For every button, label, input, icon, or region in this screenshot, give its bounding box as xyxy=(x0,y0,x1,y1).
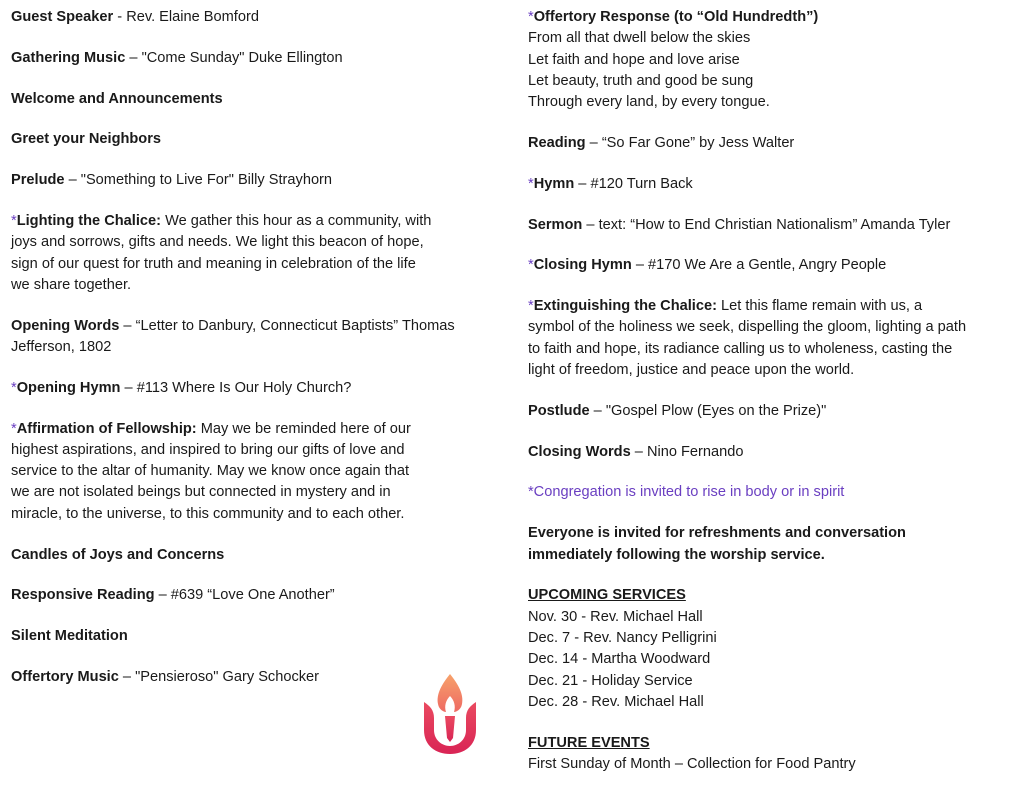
extinguishing-the-chalice: *Extinguishing the Chalice: Let this flame remain with us, a symbol of the holiness we seek, dispelling the gloom, lighting a path to faith and hope, its radiance calling us to wholeness, casting the light of freedom, justice and peace upon the world. xyxy=(528,298,967,379)
closing-hymn: *Closing Hymn – #170 We Are a Gentle, Angry People xyxy=(528,257,887,274)
reading: Reading – “So Far Gone” by Jess Walter xyxy=(528,134,795,151)
right-column xyxy=(528,7,1008,775)
event-item: First Sunday of Month – Collection for Food Pantry xyxy=(528,755,856,772)
silent-meditation: Silent Meditation xyxy=(11,628,128,645)
upcoming-services-heading: UPCOMING SERVICES xyxy=(528,587,686,604)
refreshments-note: Everyone is invited for refreshments and conversation immediately following the worship service. xyxy=(528,525,906,563)
left-column xyxy=(11,7,491,708)
greet-neighbors: Greet your Neighbors xyxy=(11,131,162,148)
congregation-note: *Congregation is invited to rise in body or in spirit xyxy=(528,484,845,501)
service-item: Nov. 30 - Rev. Michael Hall xyxy=(528,608,703,625)
service-item: Dec. 7 - Rev. Nancy Pelligrini xyxy=(528,629,717,646)
prelude: Prelude – "Something to Live For" Billy Strayhorn xyxy=(11,172,333,189)
upcoming-services xyxy=(528,585,1008,713)
future-events xyxy=(528,733,1008,776)
service-item: Dec. 14 - Martha Woodward xyxy=(528,651,711,668)
lighting-the-chalice: *Lighting the Chalice: We gather this hour as a community, with joys and sorrows, gifts and needs. We light this beacon of hope, sign of our quest for truth and meaning in celebration of the life we share together. xyxy=(11,212,432,293)
opening-hymn: *Opening Hymn – #113 Where Is Our Holy Church? xyxy=(11,379,352,396)
offertory-response: *Offertory Response (to “Old Hundredth”) From all that dwell below the skies Let faith and hope and love arise Let beauty, truth and good be sung Through every land, by every tongue. xyxy=(528,9,819,111)
sermon: Sermon – text: “How to End Christian Nationalism” Amanda Tyler xyxy=(528,216,951,233)
gathering-music: Gathering Music – "Come Sunday" Duke Ellington xyxy=(11,49,343,66)
opening-words: Opening Words – “Letter to Danbury, Connecticut Baptists” Thomas Jefferson, 1802 xyxy=(11,317,455,355)
candles-joys-concerns: Candles of Joys and Concerns xyxy=(11,546,225,563)
welcome: Welcome and Announcements xyxy=(11,90,223,107)
affirmation-of-fellowship: *Affirmation of Fellowship: May we be reminded here of our highest aspirations, and inspired to bring our gifts of love and service to the altar of humanity. May we know once again that we are not isolated beings but connected in mystery and in miracle, to the universe, to this community and to each other. xyxy=(11,420,411,522)
service-item: Dec. 21 - Holiday Service xyxy=(528,672,693,689)
service-item: Dec. 28 - Rev. Michael Hall xyxy=(528,693,704,710)
flaming-chalice-icon xyxy=(420,672,480,756)
postlude: Postlude – "Gospel Plow (Eyes on the Prize)" xyxy=(528,402,827,419)
future-events-heading: FUTURE EVENTS xyxy=(528,734,650,751)
hymn: *Hymn – #120 Turn Back xyxy=(528,175,693,192)
responsive-reading: Responsive Reading – #639 “Love One Another” xyxy=(11,587,335,604)
guest-speaker: Guest Speaker - Rev. Elaine Bomford xyxy=(11,9,259,25)
offertory-music: Offertory Music – "Pensieroso" Gary Schocker xyxy=(11,668,320,685)
closing-words: Closing Words – Nino Fernando xyxy=(528,443,744,460)
